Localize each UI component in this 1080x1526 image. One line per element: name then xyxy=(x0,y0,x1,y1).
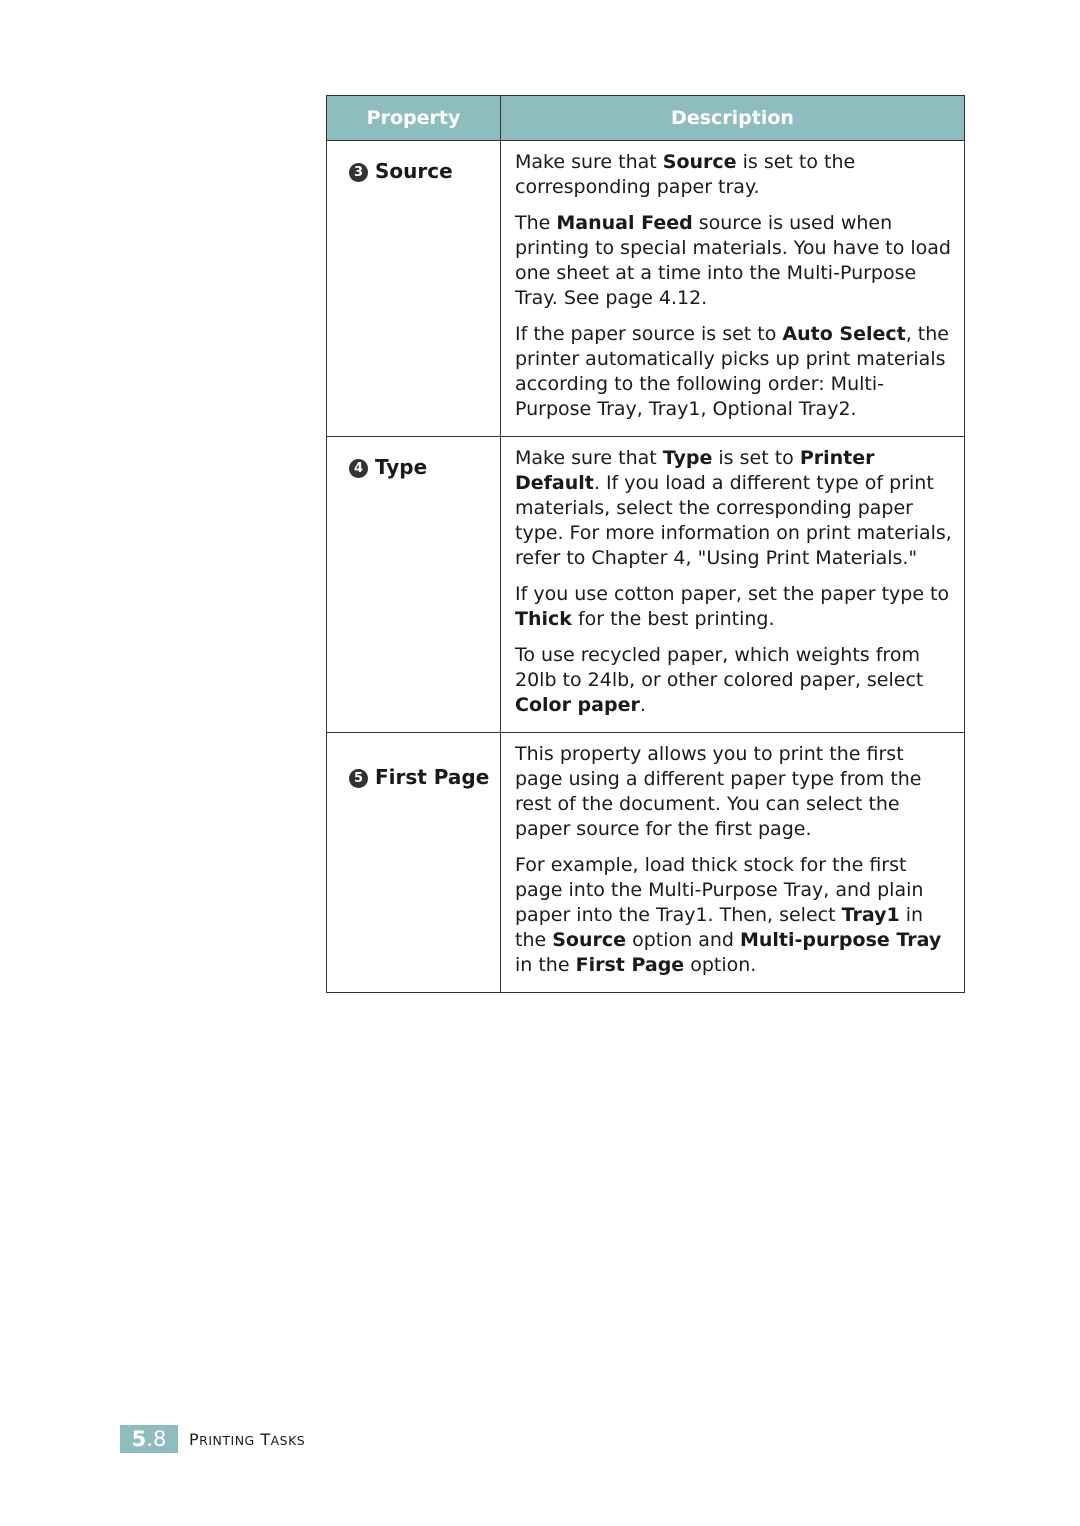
circled-number-5-icon: 5 xyxy=(349,769,368,788)
table-row-first-page xyxy=(327,733,965,993)
section-title: PRINTING TASKS xyxy=(189,1429,306,1449)
source-paragraph-1: Make sure that Source is set to the corresponding paper tray. xyxy=(515,151,856,198)
circled-number-4-icon: 4 xyxy=(349,459,368,478)
table-row-type xyxy=(327,437,965,733)
page-footer xyxy=(120,1425,305,1453)
type-paragraph-2: If you use cotton paper, set the paper type to Thick for the best printing. xyxy=(515,583,950,630)
header-description: Description xyxy=(501,96,965,141)
source-paragraph-3: If the paper source is set to Auto Select, the printer automatically picks up print materials according to the following order: Multi-Purpose Tray, Tray1, Optional Tray2. xyxy=(515,323,949,420)
type-paragraph-1: Make sure that Type is set to Printer Default. If you load a different type of print materials, select the corresponding paper type. For more information on print materials, refer to Chapter 4, "Using Print Materials." xyxy=(515,447,952,569)
property-cell-first-page xyxy=(327,733,501,993)
first-page-paragraph-2: For example, load thick stock for the first page into the Multi-Purpose Tray, and plain paper into the Tray1. Then, select Tray1 in the Source option and Multi-purpose Tray in the First Page option. xyxy=(515,854,942,976)
table-header-row xyxy=(327,96,965,141)
table-row-source xyxy=(327,141,965,437)
property-cell-type xyxy=(327,437,501,733)
header-property: Property xyxy=(327,96,501,141)
description-cell-source xyxy=(501,141,965,437)
source-paragraph-2: The Manual Feed source is used when printing to special materials. You have to load one sheet at a time into the Multi-Purpose Tray. See page 4.12. xyxy=(515,212,951,309)
property-name-first-page: First Page xyxy=(375,765,490,789)
page-number: 5.8 xyxy=(120,1425,178,1453)
property-name-source: Source xyxy=(375,159,453,183)
description-cell-type xyxy=(501,437,965,733)
property-cell-source xyxy=(327,141,501,437)
first-page-paragraph-1: This property allows you to print the first page using a different paper type from the rest of the document. You can select the paper source for the first page. xyxy=(515,743,922,840)
circled-number-3-icon: 3 xyxy=(349,163,368,182)
description-cell-first-page xyxy=(501,733,965,993)
type-paragraph-3: To use recycled paper, which weights from 20lb to 24lb, or other colored paper, select Color paper. xyxy=(515,644,924,716)
property-table xyxy=(326,95,965,993)
property-name-type: Type xyxy=(375,455,428,479)
